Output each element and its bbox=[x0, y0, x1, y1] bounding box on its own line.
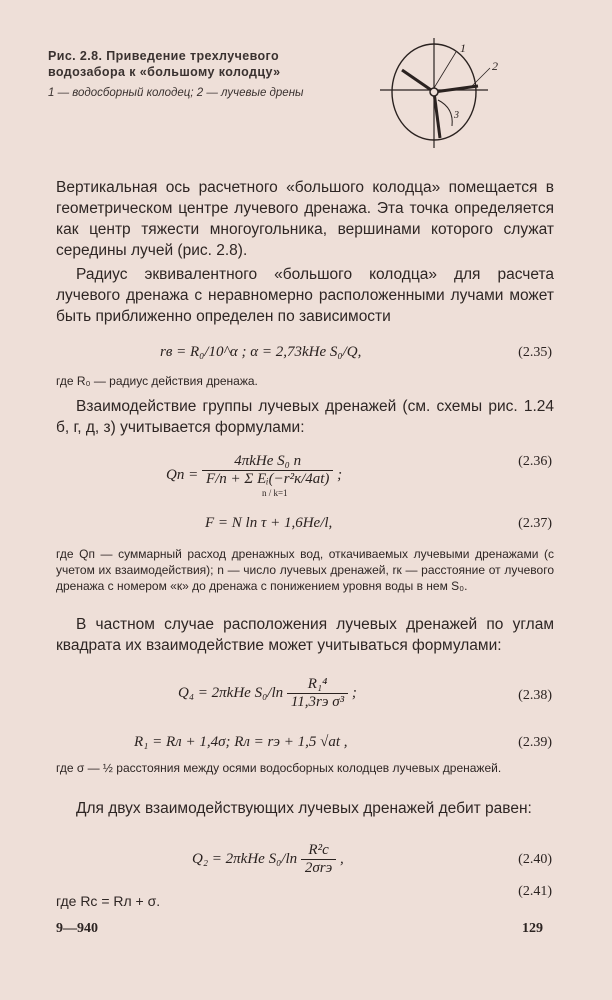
paragraph-4: В частном случае расположения лучевых дренажей по углам квадрата их взаимодействие может учитываться формулами: bbox=[56, 616, 554, 654]
equation-2-37: F = N ln τ + 1,6He/l, bbox=[205, 515, 333, 531]
eq240-fraction bbox=[301, 842, 336, 877]
paragraph-1: Вертикальная ось расчетного «большого колодца» помещается в геометрическом центре лучевого дренажа. Эта точка определяется как центр тяжести многоугольника, вершинами которого служат середины лучей (рис. 2.8). bbox=[56, 179, 554, 259]
sum-lower-limit: k=1 bbox=[273, 488, 288, 498]
angle-arc bbox=[438, 100, 452, 126]
eq238-lhs: Q₄ = 2πkHe S₀/ln bbox=[178, 684, 284, 701]
printer-signature: 9—940 bbox=[56, 921, 98, 936]
eq236-sum-limits: n / k=1 bbox=[261, 488, 288, 498]
eq238-denominator: 11,3rэ σ³ bbox=[290, 694, 345, 710]
eq-number-2-40: (2.40) bbox=[518, 852, 552, 867]
paragraph-2: Радиус эквивалентного «большого колодца» для расчета лучевого дренажа с неравномерно расположенными лучами может быть приближенно определен по зависимости bbox=[56, 266, 554, 325]
eq240-numerator: R²c bbox=[301, 842, 336, 860]
eq238-numerator: R₁⁴ bbox=[287, 676, 348, 694]
equation-2-38 bbox=[178, 676, 357, 711]
page-number: 129 bbox=[522, 921, 543, 936]
eq-number-2-37: (2.37) bbox=[518, 516, 552, 531]
eq238-fraction bbox=[287, 676, 348, 711]
eq240-tail: , bbox=[340, 850, 344, 867]
where-rc: где Rc = Rл + σ. bbox=[56, 893, 161, 909]
eq-number-2-38: (2.38) bbox=[518, 688, 552, 703]
eq-number-2-36: (2.36) bbox=[518, 454, 552, 469]
caption-title: Рис. 2.8. Приведение трехлучевого водозабора к «большому колодцу» bbox=[48, 49, 281, 79]
eq238-tail: ; bbox=[351, 684, 357, 701]
eq-number-2-41: (2.41) bbox=[518, 884, 552, 899]
collector-well bbox=[430, 88, 438, 96]
eq240-lhs: Q₂ = 2πkHe S₀/ln bbox=[192, 850, 298, 867]
label-2: 2 bbox=[492, 59, 498, 73]
eq236-tail: ; bbox=[337, 466, 343, 483]
paragraph-3: Взаимодействие группы лучевых дренажей (см. схемы рис. 1.24 б, г, д, з) учитывается формулами: bbox=[56, 398, 554, 436]
equation-2-40 bbox=[192, 842, 344, 877]
eq236-den-text: F/n + Σ Eᵢ(−r²к/4at) bbox=[205, 471, 330, 487]
sum-upper-limit: n bbox=[261, 488, 267, 498]
caption-legend: 1 — водосборный колодец; 2 — лучевые дрены bbox=[48, 87, 304, 99]
leader-line-1 bbox=[434, 52, 456, 88]
equation-2-35: rв = R₀/10^α ; α = 2,73kHe S₀/Q, bbox=[160, 344, 362, 360]
figure-caption bbox=[48, 48, 348, 101]
eq-number-2-35: (2.35) bbox=[518, 345, 552, 360]
equation-2-39: R₁ = Rл + 1,4σ; Rл = rэ + 1,5 √at , bbox=[134, 734, 348, 750]
label-3: 3 bbox=[454, 110, 459, 121]
eq236-numerator: 4πkHe S₀ n bbox=[202, 453, 333, 471]
eq236-lhs: Qп = bbox=[166, 466, 199, 483]
paragraph-5: Для двух взаимодействующих лучевых дренажей дебит равен: bbox=[76, 800, 532, 817]
leader-line-2 bbox=[470, 68, 490, 88]
where-sigma: где σ — ½ расстояния между осями водосборных колодцев лучевых дренажей. bbox=[56, 761, 502, 775]
label-1: 1 bbox=[460, 41, 466, 55]
eq240-denominator: 2σrэ bbox=[304, 860, 333, 876]
drain-diagram bbox=[378, 30, 518, 165]
drain-ray-3 bbox=[434, 92, 440, 138]
eq-number-2-39: (2.39) bbox=[518, 735, 552, 750]
where-qn: где Qп — суммарный расход дренажных вод, откачиваемых лучевыми дренажами (с учетом их взаимодействия); n — число лучевых дренажей, rк — расстояние от лучевого дренажа с номером «к» до дренажа с понижением уровня воды в нем S₀. bbox=[56, 547, 554, 593]
equation-2-36 bbox=[166, 453, 342, 498]
eq236-denominator bbox=[202, 471, 333, 498]
eq236-fraction bbox=[202, 453, 333, 498]
where-r0: где R₀ — радиус действия дренажа. bbox=[56, 374, 258, 388]
drain-ray-1 bbox=[402, 70, 434, 92]
